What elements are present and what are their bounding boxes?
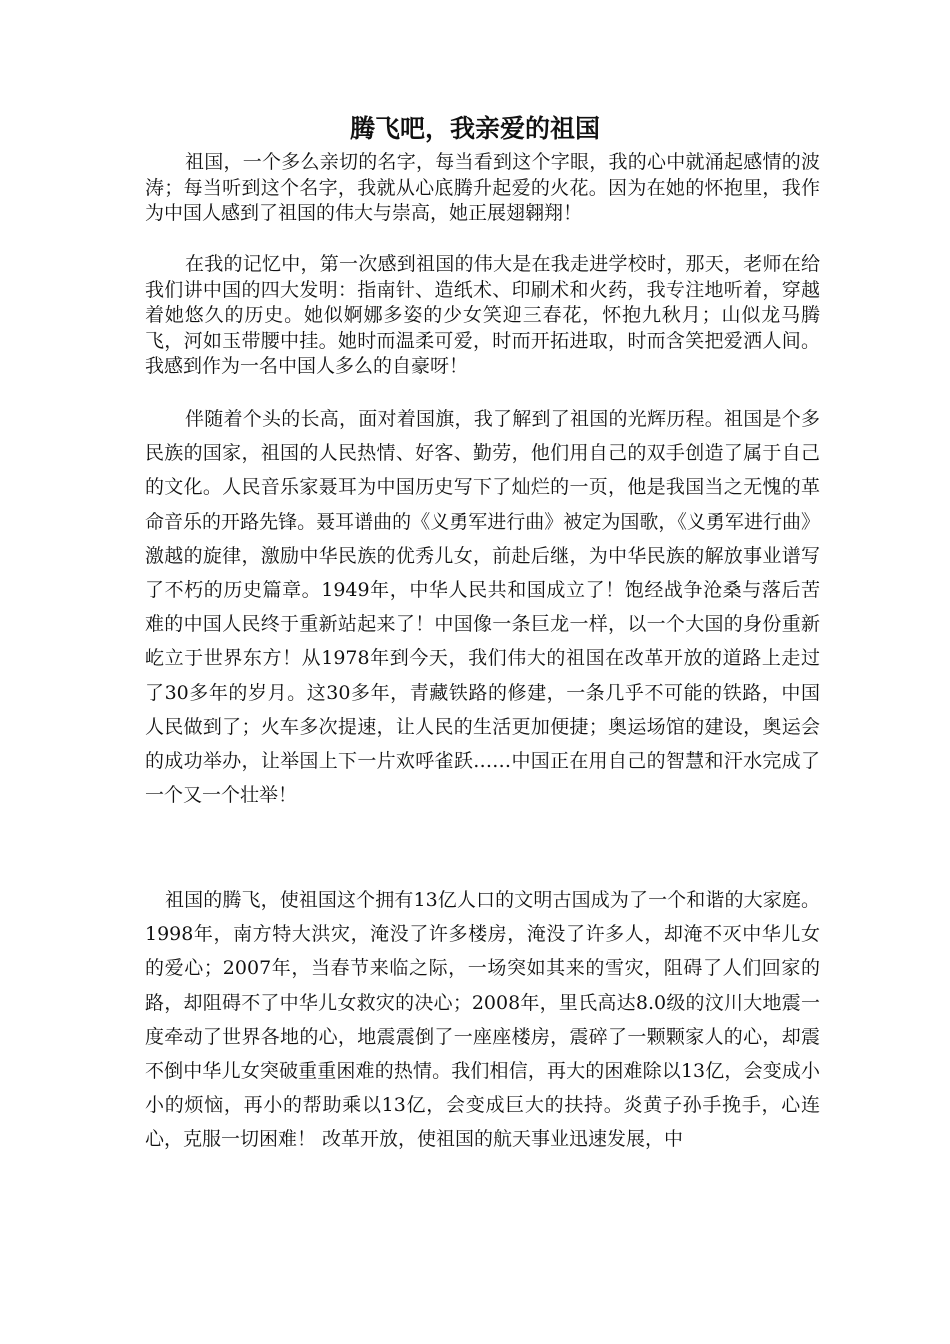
paragraph-2: 在我的记忆中，第一次感到祖国的伟大是在我走进学校时，那天，老师在给我们讲中国的四大发明：指南针、造纸术、印刷术和火药，我专注地听着，穿越着她悠久的历史。她似婀娜多姿的少女笑迎三春花，怀抱九秋月；山似龙马腾飞，河如玉带腰中挂。她时而温柔可爱，时而开拓进取，时而含笑把爱洒人间。我感到作为一名中国人多么的自豪呀！ [145,253,820,377]
paragraph-3: 伴随着个头的长高，面对着国旗，我了解到了祖国的光辉历程。祖国是个多民族的国家，祖国的人民热情、好客、勤劳，他们用自己的双手创造了属于自己的文化。人民音乐家聂耳为中国历史写下了灿烂的一页，他是我国当之无愧的革命音乐的开路先锋。聂耳谱曲的《义勇军进行曲》被定为国歌，《义勇军进行曲》激越的旋律，激励中华民族的优秀儿女，前赴后继，为中华民族的解放事业谱写了不朽的历史篇章。1949年，中华人民共和国成立了！饱经战争沧桑与落后苦难的中国人民终于重新站起来了！中国像一条巨龙一样，以一个大国的身份重新屹立于世界东方！从1978年到今天，我们伟大的祖国在改革开放的道路上走过了30多年的岁月。这30多年，青藏铁路的修建，一条几乎不可能的铁路，中国人民做到了；火车多次提速，让人民的生活更加便捷；奥运场馆的建设，奥运会的成功举办，让举国上下一片欢呼雀跃……中国正在用自己的智慧和汗水完成了一个又一个壮举！ [145,408,820,807]
document-title: 腾飞吧，我亲爱的祖国 [349,114,600,143]
paragraph-4: 祖国的腾飞，使祖国这个拥有13亿人口的文明古国成为了一个和谐的大家庭。1998年，南方特大洪灾，淹没了许多楼房，淹没了许多人，却淹不灭中华儿女的爱心；2007年，当春节来临之际，一场突如其来的雪灾，阻碍了人们回家的路，却阻碍不了中华儿女救灾的决心；2008年，里氏高达8.0级的汶川大地震一度牵动了世界各地的心，地震震倒了一座座楼房，震碎了一颗颗家人的心，却震不倒中华儿女突破重重困难的热情。我们相信，再大的困难除以13亿，会变成小小的烦恼，再小的帮助乘以13亿，会变成巨大的扶持。炎黄子孙手挽手，心连心，克服一切困难！ 改革开放，使祖国的航天事业迅速发展，中 [145,889,820,1151]
paragraph-1: 祖国，一个多么亲切的名字，每当看到这个字眼，我的心中就涌起感情的波涛；每当听到这个名字，我就从心底腾升起爱的火花。因为在她的怀抱里，我作为中国人感到了祖国的伟大与崇高，她正展翅翱翔！ [145,151,820,224]
